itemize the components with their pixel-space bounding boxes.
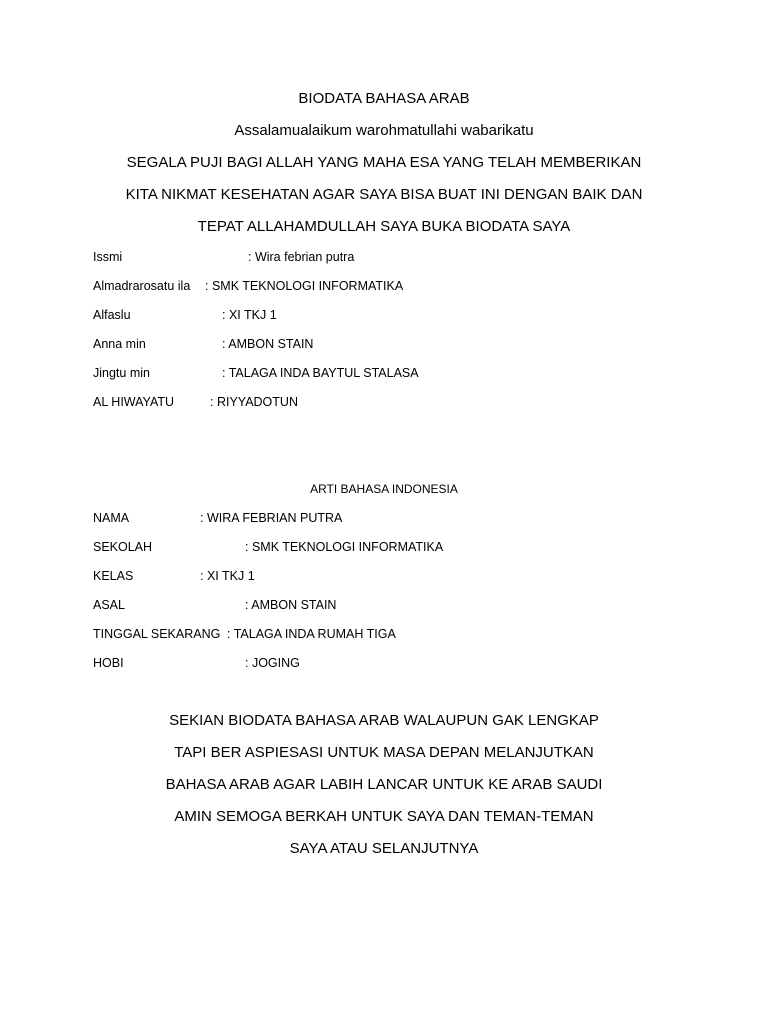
field-value: : XI TKJ 1 bbox=[200, 569, 255, 583]
field-label: Anna min bbox=[93, 337, 146, 351]
intro-line: TEPAT ALLAHAMDULLAH SAYA BUKA BIODATA SAYA bbox=[197, 218, 571, 235]
arab-field-row bbox=[93, 249, 693, 265]
field-value: : Wira febrian putra bbox=[248, 250, 355, 264]
field-label: HOBI bbox=[93, 656, 124, 670]
field-label: TINGGAL SEKARANG bbox=[93, 627, 221, 641]
indo-field-row bbox=[93, 568, 693, 584]
closing-line: SAYA ATAU SELANJUTNYA bbox=[289, 840, 479, 857]
field-label: KELAS bbox=[93, 569, 134, 583]
arab-field-row bbox=[93, 307, 693, 323]
closing-line: TAPI BER ASPIESASI UNTUK MASA DEPAN MELANJUTKAN bbox=[174, 744, 594, 761]
field-label: ASAL bbox=[93, 598, 125, 612]
greeting-line: Assalamualaikum warohmatullahi wabarikatu bbox=[234, 122, 534, 139]
indonesian-heading: ARTI BAHASA INDONESIA bbox=[310, 482, 458, 496]
field-value: : SMK TEKNOLOGI INFORMATIKA bbox=[205, 279, 404, 293]
field-label: SEKOLAH bbox=[93, 540, 153, 554]
field-label: Jingtu min bbox=[93, 366, 150, 380]
field-value: : AMBON STAIN bbox=[222, 337, 314, 351]
field-value: : AMBON STAIN bbox=[245, 598, 337, 612]
indo-field-row bbox=[93, 539, 693, 555]
closing-line: BAHASA ARAB AGAR LABIH LANCAR UNTUK KE ARAB SAUDI bbox=[165, 776, 603, 793]
arab-field-row bbox=[93, 365, 693, 381]
arab-field-row bbox=[93, 278, 693, 294]
field-label: Issmi bbox=[93, 250, 123, 264]
field-label: AL HIWAYATU bbox=[93, 395, 175, 409]
indo-field-row bbox=[93, 626, 693, 642]
field-label: Alfaslu bbox=[93, 308, 131, 322]
field-label: NAMA bbox=[93, 511, 130, 525]
intro-line: SEGALA PUJI BAGI ALLAH YANG MAHA ESA YANG TELAH MEMBERIKAN bbox=[126, 154, 642, 171]
field-value: : JOGING bbox=[245, 656, 300, 670]
indo-field-row bbox=[93, 597, 693, 613]
field-value: : WIRA FEBRIAN PUTRA bbox=[200, 511, 343, 525]
arab-field-row bbox=[93, 336, 693, 352]
closing-line: SEKIAN BIODATA BAHASA ARAB WALAUPUN GAK LENGKAP bbox=[169, 712, 599, 729]
closing-line: AMIN SEMOGA BERKAH UNTUK SAYA DAN TEMAN-TEMAN bbox=[174, 808, 594, 825]
field-value: : XI TKJ 1 bbox=[222, 308, 277, 322]
intro-line: KITA NIKMAT KESEHATAN AGAR SAYA BISA BUAT INI DENGAN BAIK DAN bbox=[125, 186, 643, 203]
indo-field-row bbox=[93, 655, 693, 671]
field-value: : RIYYADOTUN bbox=[210, 395, 298, 409]
indo-field-row bbox=[93, 510, 693, 526]
field-value: : TALAGA INDA RUMAH TIGA bbox=[227, 627, 396, 641]
field-value: : TALAGA INDA BAYTUL STALASA bbox=[222, 366, 419, 380]
arab-field-row bbox=[93, 394, 693, 410]
field-label: Almadrarosatu ila bbox=[93, 279, 191, 293]
field-value: : SMK TEKNOLOGI INFORMATIKA bbox=[245, 540, 444, 554]
document-title: BIODATA BAHASA ARAB bbox=[298, 90, 470, 107]
